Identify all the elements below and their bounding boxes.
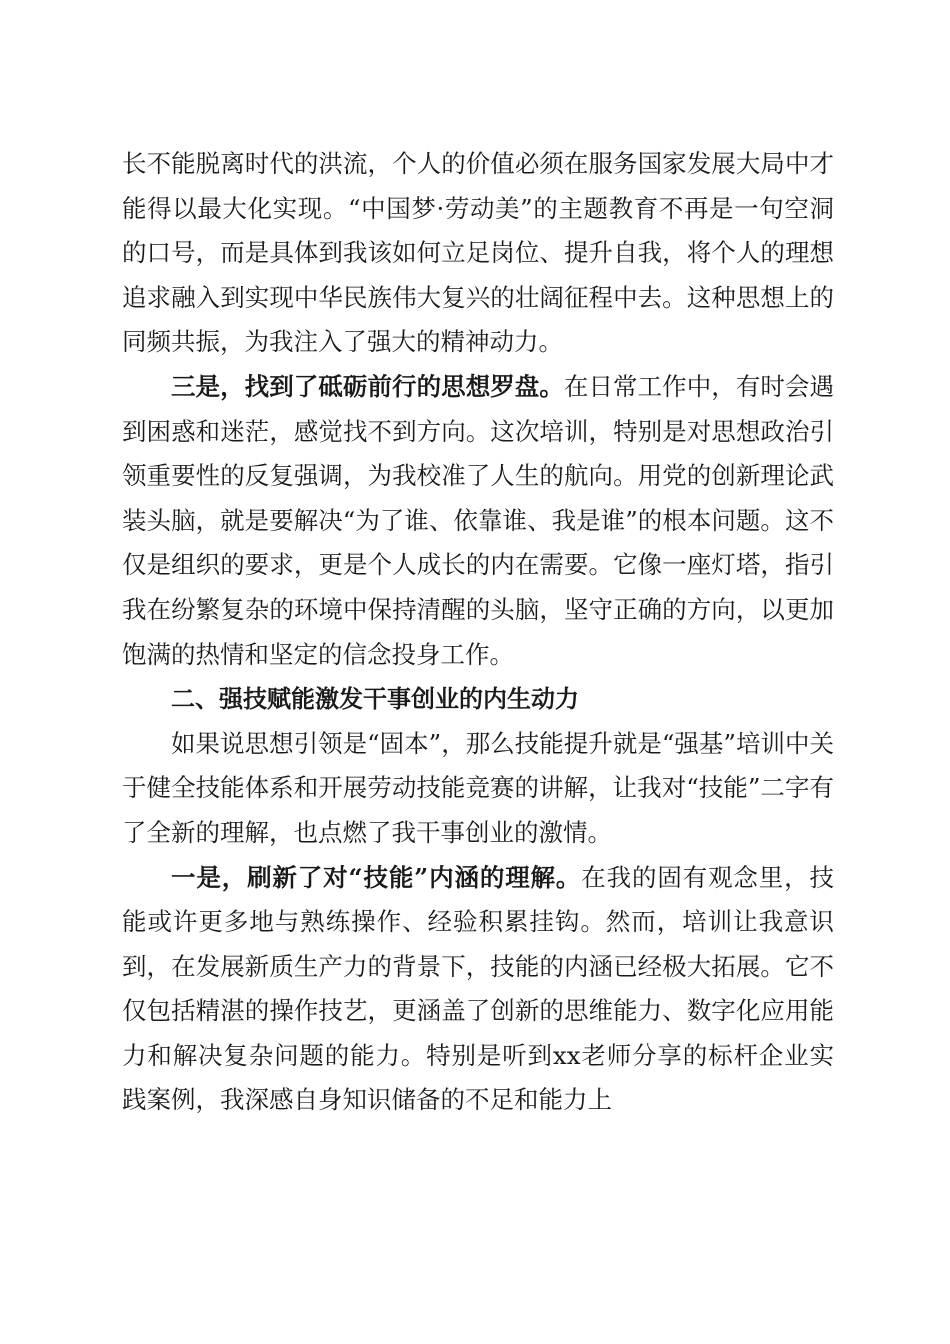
paragraph-continuation bbox=[122, 142, 834, 365]
paragraph-section-intro bbox=[122, 722, 834, 856]
section-heading: 二、强技赋能激发干事创业的内生动力 bbox=[171, 685, 579, 714]
document-body bbox=[122, 142, 834, 1123]
paragraph-text: 长不能脱离时代的洪流，个人的价值必须在服务国家发展大局中才能得以最大化实现。“中国梦·劳动美”的主题教育不再是一句空洞的口号，而是具体到我该如何立足岗位、提升自我，将个人的理想追求融入到实现中华民族伟大复兴的壮阔征程中去。这种思想上的同频共振，为我注入了强大的精神动力。 bbox=[122, 149, 834, 357]
paragraph-point-one bbox=[122, 856, 834, 1124]
paragraph-text: 在日常工作中，有时会遇到困惑和迷茫，感觉找不到方向。这次培训，特别是对思想政治引领重要性的反复强调，为我校准了人生的航向。用党的创新理论武装头脑，就是要解决“为了谁、依靠谁、我是谁”的根本问题。这不仅是组织的要求，更是个人成长的内在需要。它像一座灯塔，指引我在纷繁复杂的环境中保持清醒的头脑，坚守正确的方向，以更加饱满的热情和坚定的信念投身工作。 bbox=[122, 371, 834, 669]
paragraph-lead: 三是，找到了砥砺前行的思想罗盘。 bbox=[171, 371, 564, 401]
paragraph-text: 在我的固有观念里，技能或许更多地与熟练操作、经验积累挂钩。然而，培训让我意识到，在发展新质生产力的背景下，技能的内涵已经极大拓展。它不仅包括精湛的操作技艺，更涵盖了创新的思维能力、数字化应用能力和解决复杂问题的能力。特别是听到xx老师分享的标杆企业实践案例，我深感自身知识储备的不足和能力上 bbox=[122, 862, 835, 1115]
paragraph-text: 如果说思想引领是“固本”，那么技能提升就是“强基”培训中关于健全技能体系和开展劳动技能竞赛的讲解，让我对“技能”二字有了全新的理解，也点燃了我干事创业的激情。 bbox=[122, 728, 834, 847]
paragraph-point-three bbox=[122, 365, 834, 677]
paragraph-lead: 一是，刷新了对“技能”内涵的理解。 bbox=[171, 862, 582, 892]
